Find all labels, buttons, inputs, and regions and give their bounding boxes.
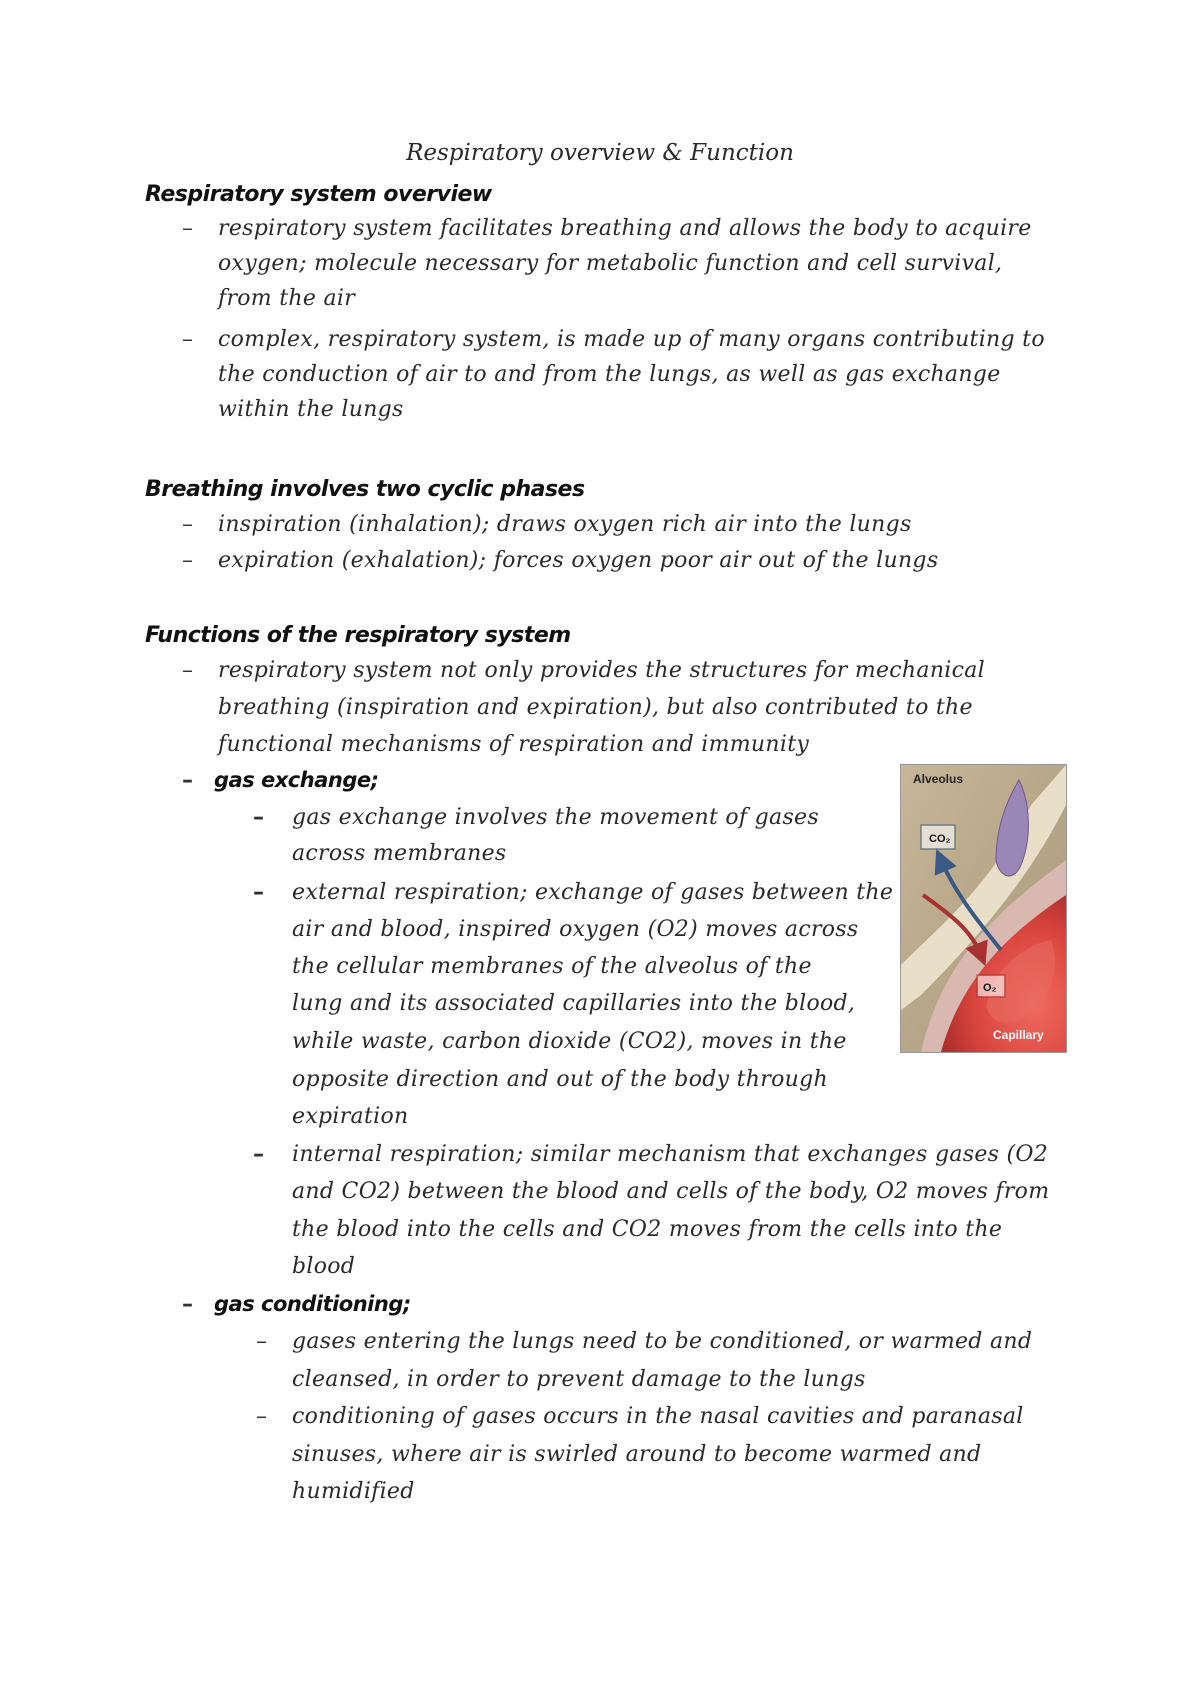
bullet-dash: – (253, 805, 264, 830)
gas-conditioning-item-2-line-3: humidified (292, 1479, 415, 1504)
section-heading-breathing: Breathing involves two cyclic phases (145, 477, 585, 502)
breathing-bullet-inspiration: inspiration (inhalation); draws oxygen rich air into the lungs (218, 512, 912, 537)
overview-bullet-1-line-3: from the air (218, 286, 356, 311)
co2-label: CO₂ (929, 833, 951, 845)
bullet-dash: – (253, 1142, 264, 1167)
gas-exchange-item-1-line-2: across membranes (292, 841, 507, 866)
bullet-dash: – (182, 658, 193, 683)
functions-intro-line-3: functional mechanisms of respiration and immunity (218, 732, 810, 757)
functions-intro-line-1: respiratory system not only provides the structures for mechanical (218, 658, 985, 683)
bullet-dash: – (253, 880, 264, 905)
subheading-gas-conditioning: gas conditioning; (214, 1292, 411, 1316)
bullet-dash: – (256, 1329, 267, 1354)
gas-exchange-item-1-line-1: gas exchange involves the movement of gases (292, 805, 819, 830)
o2-label: O₂ (983, 982, 997, 994)
breathing-bullet-expiration: expiration (exhalation); forces oxygen poor air out of the lungs (218, 548, 939, 573)
bullet-dash: – (182, 216, 193, 241)
overview-bullet-2-line-3: within the lungs (218, 397, 404, 422)
document-title: Respiratory overview & Function (406, 140, 794, 166)
bullet-dash: – (182, 327, 193, 352)
gas-exchange-item-2-line-6: opposite direction and out of the body through (292, 1067, 828, 1092)
gas-conditioning-item-2-line-2: sinuses, where air is swirled around to become warmed and (292, 1442, 982, 1467)
overview-bullet-1-line-2: oxygen; molecule necessary for metabolic function and cell survival, (218, 251, 1003, 276)
gas-exchange-item-3-line-2: and CO2) between the blood and cells of the body, O2 moves from (292, 1179, 1050, 1204)
section-heading-overview: Respiratory system overview (145, 182, 492, 207)
capillary-label: Capillary (993, 1028, 1044, 1042)
gas-exchange-item-2-line-4: lung and its associated capillaries into the blood, (292, 991, 856, 1016)
gas-exchange-item-3-line-1: internal respiration; similar mechanism that exchanges gases (O2 (292, 1142, 1049, 1167)
gas-exchange-item-2-line-5: while waste, carbon dioxide (CO2), moves in the (292, 1029, 847, 1054)
alveolus-capillary-illustration (900, 764, 1067, 1053)
gas-exchange-item-2-line-3: the cellular membranes of the alveolus of the (292, 954, 812, 979)
overview-bullet-2-line-2: the conduction of air to and from the lungs, as well as gas exchange (218, 362, 1001, 387)
overview-bullet-2-line-1: complex, respiratory system, is made up of many organs contributing to (218, 327, 1045, 352)
bullet-dash: – (182, 768, 193, 793)
bullet-dash: – (182, 512, 193, 537)
gas-exchange-item-2-line-1: external respiration; exchange of gases between the (292, 880, 894, 905)
subheading-gas-exchange: gas exchange; (214, 768, 379, 792)
bullet-dash: – (182, 548, 193, 573)
gas-conditioning-item-1-line-2: cleansed, in order to prevent damage to the lungs (292, 1367, 866, 1392)
gas-exchange-item-3-line-3: the blood into the cells and CO2 moves from the cells into the (292, 1217, 1003, 1242)
gas-conditioning-item-2-line-1: conditioning of gases occurs in the nasal cavities and paranasal (292, 1404, 1024, 1429)
gas-exchange-item-2-line-7: expiration (292, 1104, 409, 1129)
gas-conditioning-item-1-line-1: gases entering the lungs need to be conditioned, or warmed and (292, 1329, 1033, 1354)
gas-exchange-item-3-line-4: blood (292, 1254, 356, 1279)
bullet-dash: – (256, 1404, 267, 1429)
bullet-dash: – (182, 1292, 193, 1317)
alveolus-label: Alveolus (913, 772, 964, 786)
overview-bullet-1-line-1: respiratory system facilitates breathing and allows the body to acquire (218, 216, 1032, 241)
gas-exchange-item-2-line-2: air and blood, inspired oxygen (O2) moves across (292, 917, 859, 942)
section-heading-functions: Functions of the respiratory system (145, 623, 571, 648)
functions-intro-line-2: breathing (inspiration and expiration), but also contributed to the (218, 695, 973, 720)
